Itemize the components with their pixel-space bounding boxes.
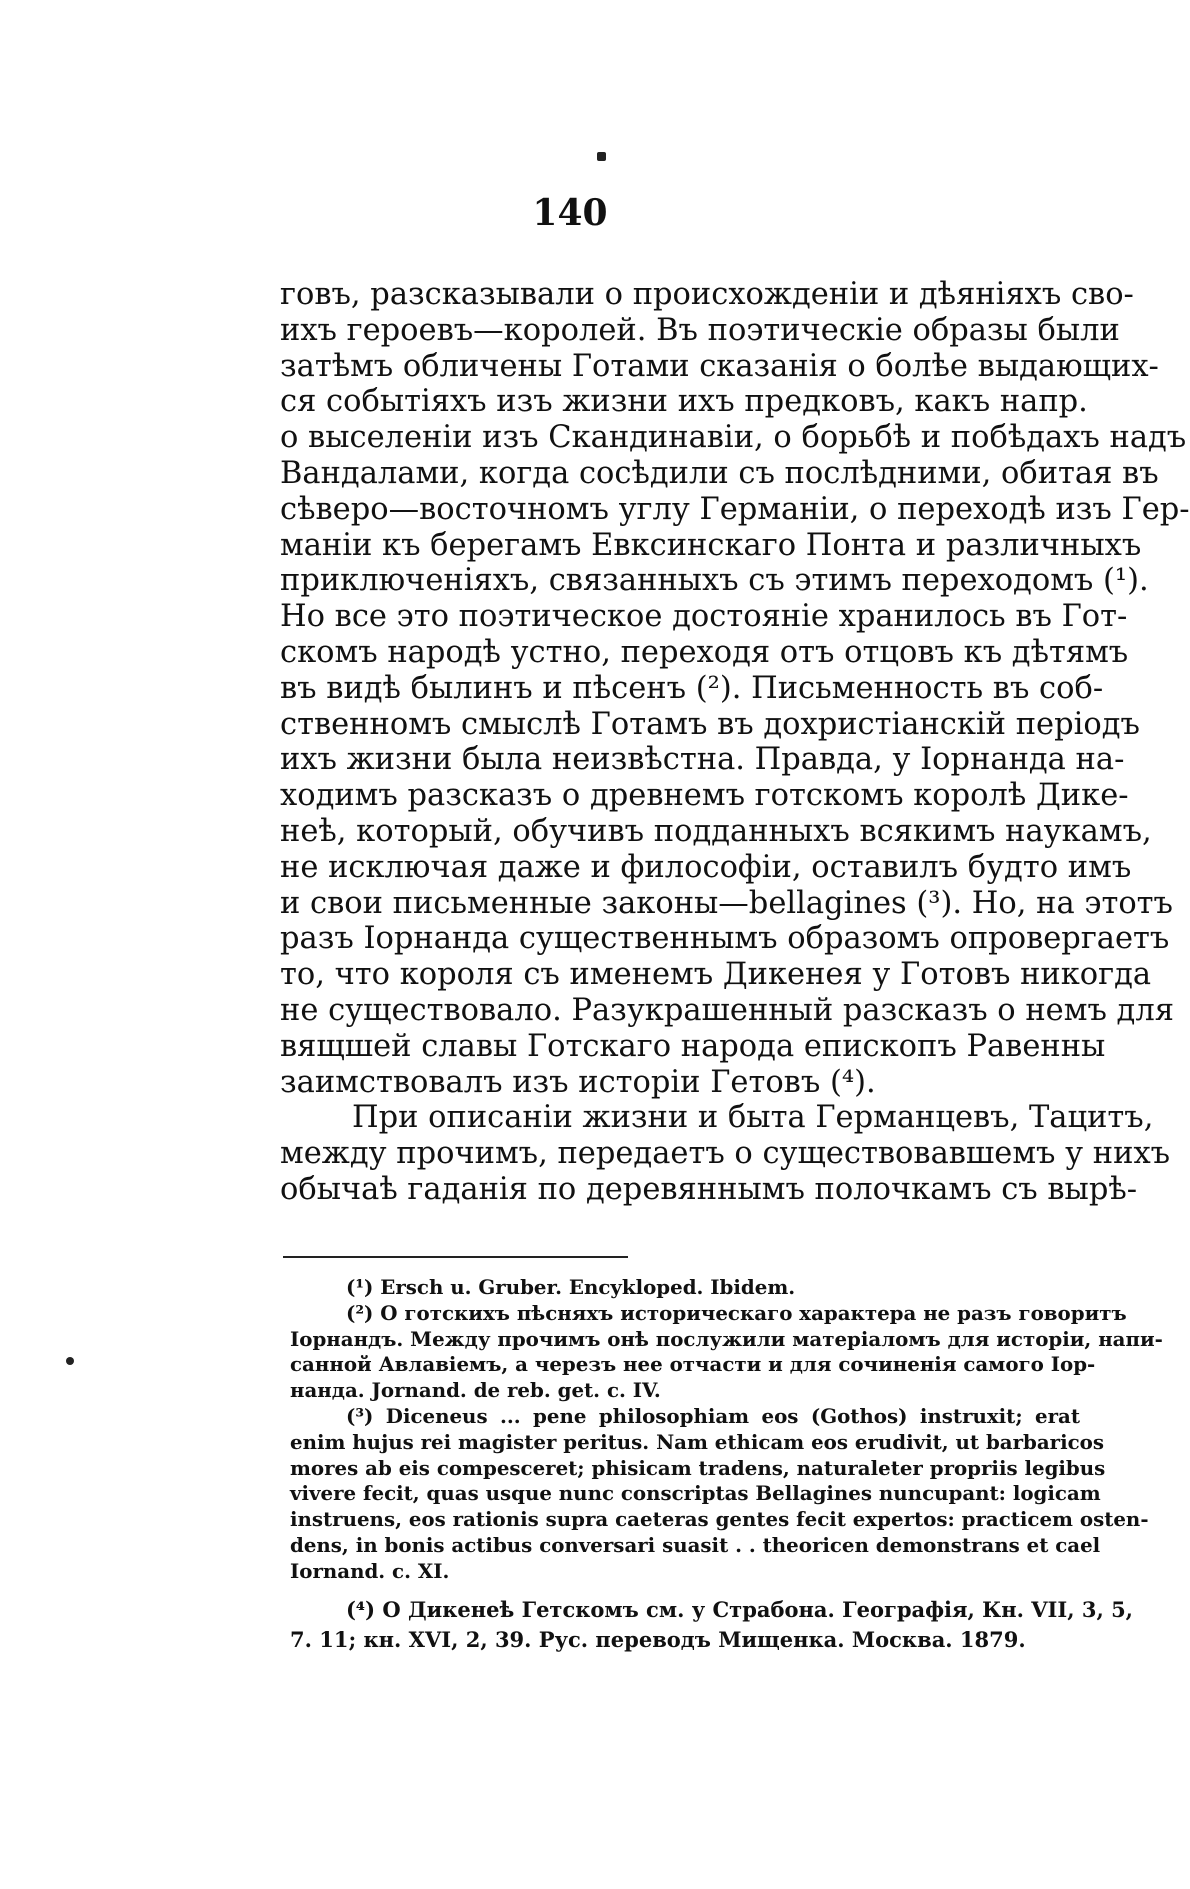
footnote-line: enim hujus rei magister peritus. Nam ethicam eos erudivit, ut barbaricos [290, 1429, 1104, 1454]
text-line: скомъ народѣ устно, переходя отъ отцовъ къ дѣтямъ [280, 634, 1129, 670]
text-line: обычаѣ гаданія по деревяннымъ полочкамъ съ вырѣ- [280, 1171, 1138, 1207]
text-line: ственномъ смыслѣ Готамъ въ дохристіанскій періодъ [280, 706, 1140, 742]
footnote-line: (⁴) О Дикенеѣ Гетскомъ см. у Страбона. Географія, Кн. VII, 3, 5, [346, 1597, 1133, 1622]
text-line: въ видѣ былинъ и пѣсенъ (²). Письменность въ соб- [280, 670, 1104, 706]
text-line: затѣмъ обличены Готами сказанія о болѣе выдающих- [280, 348, 1159, 384]
text-line: маніи къ берегамъ Евксинскаго Понта и различныхъ [280, 527, 1142, 563]
text-line: о выселеніи изъ Скандинавіи, о борьбѣ и побѣдахъ надъ [280, 420, 1187, 456]
footnote-separator [283, 1256, 628, 1258]
text-line: заимствовалъ изъ исторіи Гетовъ (⁴). [280, 1064, 876, 1100]
text-line: Но все это поэтическое достояніе хранилось въ Гот- [280, 599, 1128, 635]
footnote-line: 7. 11; кн. XVI, 2, 39. Рус. переводъ Мищенка. Москва. 1879. [290, 1627, 1026, 1652]
footnote-line: (²) О готскихъ пѣсняхъ историческаго характера не разъ говоритъ [346, 1300, 1127, 1325]
text-line: Вандалами, когда сосѣдили съ послѣдними, обитая въ [280, 455, 1159, 491]
text-line: ихъ героевъ—королей. Въ поэтическіе образы были [280, 312, 1120, 348]
ink-speck [66, 1357, 74, 1365]
footnote-line: instruens, eos rationis supra caeteras gentes fecit expertos: practicem osten- [290, 1507, 1149, 1532]
text-line: разъ Іорнанда существеннымъ образомъ опровергаетъ [280, 921, 1170, 957]
footnote-line: (³) Diceneus ... pene philosophiam eos (Gothos) instruxit; erat [346, 1403, 1080, 1428]
footnote-line: (¹) Ersch u. Gruber. Encykloped. Ibidem. [346, 1275, 796, 1299]
footnote-line: mores ab eis compesceret; phisicam tradens, naturaleter propriis legibus [290, 1455, 1106, 1480]
footnote-line: Іорнандъ. Между прочимъ онѣ послужили матеріаломъ для исторіи, напи- [290, 1326, 1163, 1351]
footnote-line: Iornand. c. XI. [290, 1558, 450, 1583]
ink-speck [597, 152, 606, 161]
footnote-4 [290, 1595, 1133, 1655]
text-line: При описаніи жизни и быта Германцевъ, Тацитъ, [352, 1100, 1154, 1136]
text-line: не исключая даже и философіи, оставилъ будто имъ [280, 849, 1132, 885]
text-line: ходимъ разсказъ о древнемъ готскомъ королѣ Дике- [280, 778, 1129, 814]
footnotes [290, 1275, 1163, 1585]
text-line: вящшей славы Готскаго народа епископъ Равенны [280, 1028, 1106, 1064]
text-line: неѣ, который, обучивъ подданныхъ всякимъ наукамъ, [280, 813, 1152, 849]
footnote-line: нанда. Jornand. de reb. get. c. IV. [290, 1378, 661, 1403]
text-line: между прочимъ, передаетъ о существовавшемъ у нихъ [280, 1136, 1171, 1172]
text-line: ихъ жизни была неизвѣстна. Правда, у Іорнанда на- [280, 742, 1125, 778]
text-line: то, что короля съ именемъ Дикенея у Готовъ никогда [280, 957, 1152, 993]
text-line: не существовало. Разукрашенный разсказъ о немъ для [280, 992, 1174, 1028]
page-number: 140 [532, 192, 608, 234]
text-line: сѣверо—восточномъ углу Германіи, о переходѣ изъ Гер- [280, 491, 1190, 527]
text-line: и свои письменные законы—bellagines (³). Но, на этотъ [280, 885, 1173, 921]
text-line: говъ, разсказывали о происхожденіи и дѣяніяхъ сво- [280, 277, 1134, 312]
footnote-line: dens, in bonis actibus conversari suasit . . theoricen demonstrans et cael [290, 1532, 1101, 1557]
text-line: ся событіяхъ изъ жизни ихъ предковъ, какъ напр. [280, 384, 1088, 420]
footnote-line: vivere fecit, quas usque nunc conscriptas Bellagines nuncupant: logicam [290, 1481, 1101, 1506]
footnote-line: санной Авлавіемъ, а черезъ нее отчасти и для сочиненія самого Іор- [290, 1352, 1096, 1377]
main-text [280, 277, 1190, 1208]
text-line: приключеніяхъ, связанныхъ съ этимъ переходомъ (¹). [280, 563, 1149, 599]
